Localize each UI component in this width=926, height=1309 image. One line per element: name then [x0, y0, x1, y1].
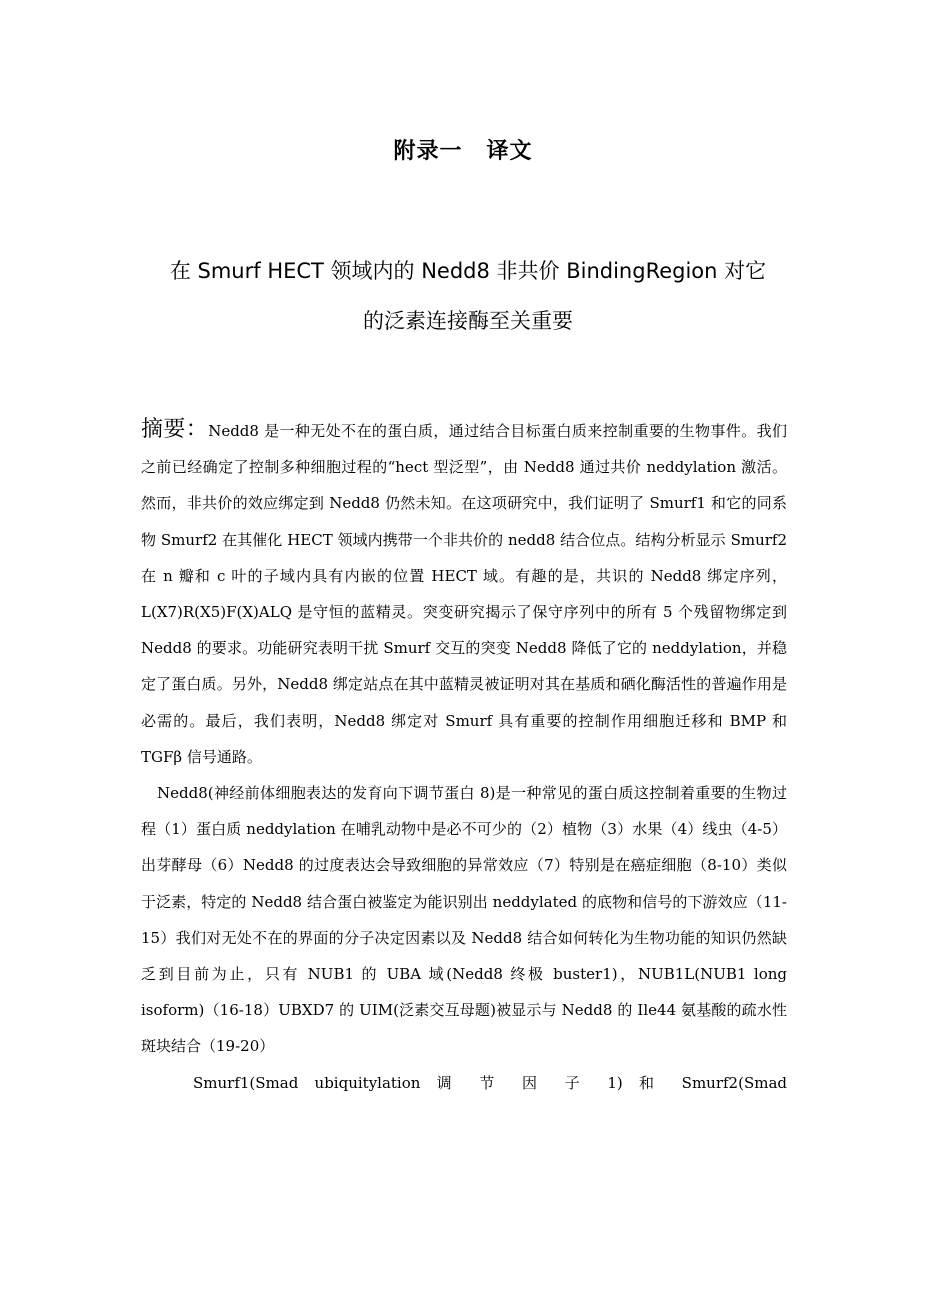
appendix-name: 译文: [486, 139, 533, 164]
paper-title-line-1: 在 Smurf HECT 领域内的 Nedd8 非共价 BindingRegion 对它: [169, 259, 767, 283]
smurf-paragraph: Smurf1(Smad ubiquitylation 调 节 因 子 1) 和 Smurf2(Smad: [193, 1073, 787, 1092]
appendix-label: 附录一: [393, 139, 463, 164]
abstract-text: Nedd8 是一种无处不在的蛋白质，通过结合目标蛋白质来控制重要的生物事件。我们之前已经确定了控制多种细胞过程的“hect 型泛型”，由 Nedd8 通过共价 neddylation 激活。然而，非共价的效应绑定到 Nedd8 仍然未知。在这项研究中，我们证明了 Smurf1 和它的同系物 Smurf2 在其催化 HECT 领域内携带一个非共价的 nedd8 结合位点。结构分析显示 Smurf2 在 n 瓣和 c 叶的子域内具有内嵌的位置 HECT 域。有趣的是，共识的 Nedd8 绑定序列，L(X7)R(X5)F(X)ALQ 是守恒的蓝精灵。突变研究揭示了保守序列中的所有 5 个残留物绑定到 Nedd8 的要求。功能研究表明干扰 Smurf 交互的突变 Nedd8 降低了它的 neddylation，并稳定了蛋白质。另外，Nedd8 绑定站点在其中蓝精灵被证明对其在基质和硒化酶活性的普遍作用是必需的。最后，我们表明，Nedd8 绑定对 Smurf 具有重要的控制作用细胞迁移和 BMP 和 TGFβ 信号通路。: [141, 422, 787, 766]
abstract-paragraph: [141, 412, 787, 775]
body-text: [141, 412, 787, 1101]
intro-paragraph: Nedd8(神经前体细胞表达的发育向下调节蛋白 8)是一种常见的蛋白质这控制着重要的生物过程（1）蛋白质 neddylation 在哺乳动物中是必不可少的（2）植物（3）水果（4）线虫（4-5）出芽酵母（6）Nedd8 的过度表达会导致细胞的异常效应（7）特别是在癌症细胞（8-10）类似于泛素，特定的 Nedd8 结合蛋白被鉴定为能识别出 neddylated 的底物和信号的下游效应（11-15）我们对无处不在的界面的分子决定因素以及 Nedd8 结合如何转化为生物功能的知识仍然缺乏到目前为止，只有 NUB1 的 UBA 域(Nedd8 终极 buster1)，NUB1L(NUB1 long isoform)（16-18）UBXD7 的 UIM(泛素交互母题)被显示与 Nedd8 的 Ile44 氨基酸的疏水性斑块结合（19-20）: [141, 784, 787, 1056]
paper-title-line-2: 的泛素连接酶至关重要: [363, 309, 573, 333]
appendix-heading: [0, 134, 926, 165]
abstract-label: 摘要：: [141, 417, 209, 442]
